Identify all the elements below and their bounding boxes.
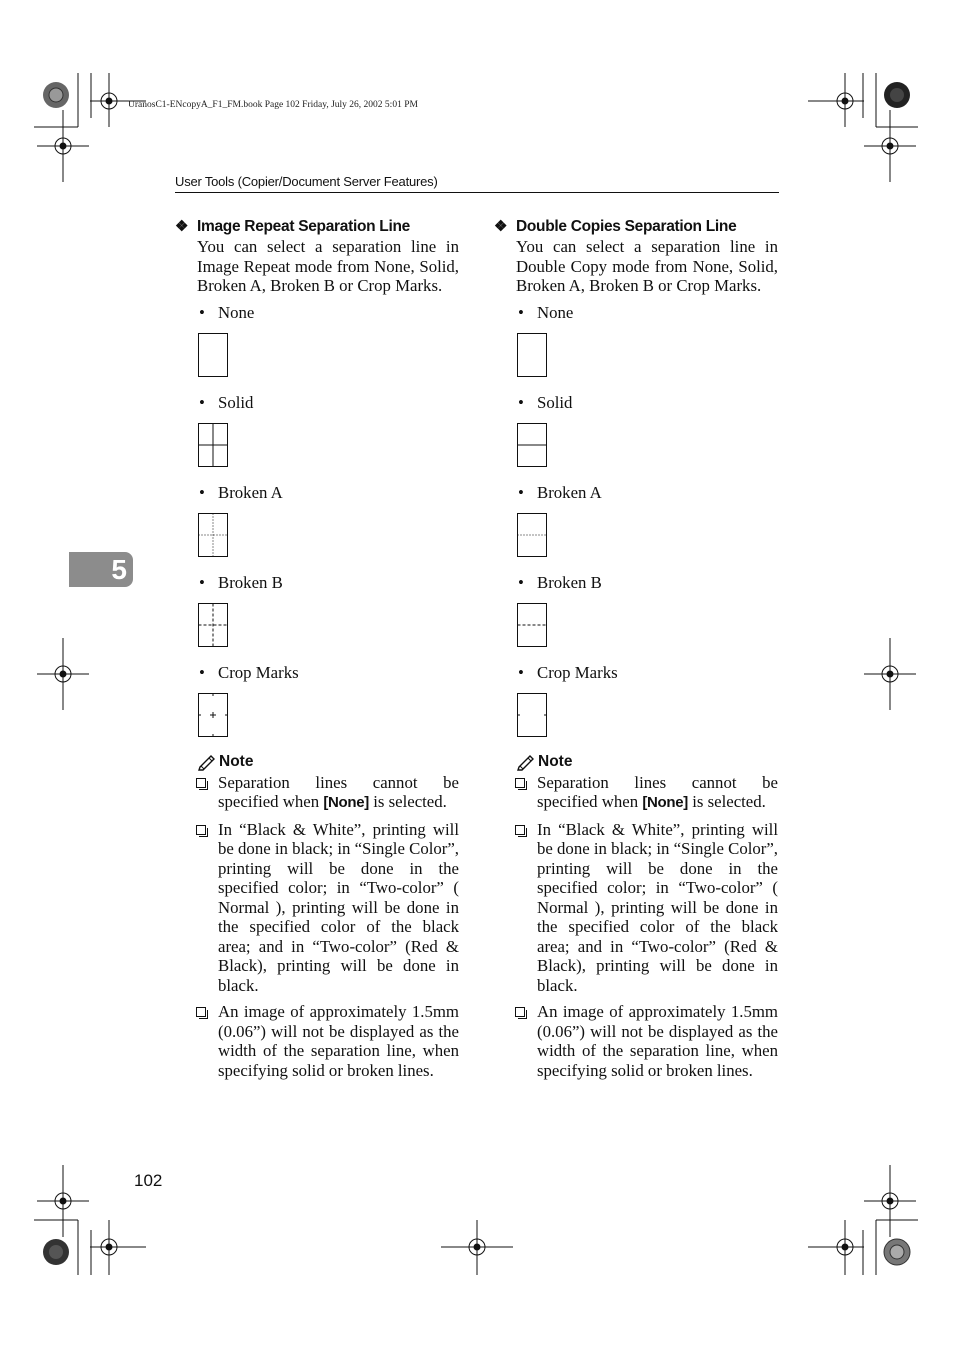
- note-text: An image of approximately 1.5mm (0.06”) will not be displayed as the width of the separation line, when specifying solid or broken lines.: [537, 1002, 778, 1080]
- note-text: Separation lines cannot be specified when: [218, 772, 459, 811]
- note-title: Note: [538, 752, 573, 770]
- checkbox-bullet-icon: [515, 778, 525, 788]
- option-label: None: [218, 302, 255, 322]
- checkbox-bullet-icon: [196, 1007, 206, 1017]
- bullet-icon: •: [199, 392, 205, 412]
- note-heading: [516, 753, 778, 771]
- option-label: Crop Marks: [537, 662, 618, 682]
- note-heading: [197, 753, 459, 771]
- bullet-icon: •: [518, 392, 524, 412]
- note-text: is selected.: [369, 792, 447, 811]
- bullet-icon: •: [518, 662, 524, 682]
- separation-none-icon: [197, 333, 229, 377]
- note-item: [494, 820, 778, 996]
- option-item: [197, 663, 459, 737]
- checkbox-bullet-icon: [515, 825, 525, 835]
- section-title-text: Image Repeat Separation Line: [197, 218, 410, 235]
- option-item: [516, 573, 778, 647]
- separation-broken-a-horizontal-icon: [516, 513, 548, 557]
- bullet-icon: •: [518, 572, 524, 592]
- separation-broken-b-cross-icon: [197, 603, 229, 647]
- chapter-number: 5: [111, 554, 127, 585]
- bullet-icon: •: [518, 302, 524, 322]
- double-copies-section: [494, 217, 778, 1087]
- separation-broken-b-horizontal-icon: [516, 603, 548, 647]
- option-list: [197, 303, 459, 737]
- section-intro: You can select a separation line in Double Copy mode from None, Solid, Broken A, Broken B or Crop Marks.: [516, 237, 778, 295]
- option-item: [516, 663, 778, 737]
- separation-solid-cross-icon: [197, 423, 229, 467]
- separation-crop-marks-horizontal-icon: [516, 693, 548, 737]
- option-label: Broken B: [537, 572, 602, 592]
- note-item: [494, 1002, 778, 1080]
- section-title: [175, 217, 459, 237]
- bullet-icon: •: [518, 482, 524, 502]
- option-item: [516, 483, 778, 557]
- note-list: [494, 773, 778, 1081]
- note-list: [175, 773, 459, 1081]
- none-key-label: [None]: [323, 794, 370, 811]
- option-label: Solid: [218, 392, 254, 412]
- diamond-bullet-icon: ❖: [175, 218, 189, 235]
- option-label: None: [537, 302, 574, 322]
- option-item: [516, 303, 778, 377]
- separation-solid-horizontal-icon: [516, 423, 548, 467]
- pencil-note-icon: [516, 753, 536, 771]
- section-title-text: Double Copies Separation Line: [516, 218, 737, 235]
- checkbox-bullet-icon: [196, 825, 206, 835]
- bullet-icon: •: [199, 482, 205, 502]
- section-title: [494, 217, 778, 237]
- note-text: An image of approximately 1.5mm (0.06”) will not be displayed as the width of the separation line, when specifying solid or broken lines.: [218, 1002, 459, 1080]
- note-text: In “Black & White”, printing will be done in black; in “Single Color”, printing will be done in the specified color; in “Two-color” ( Normal ), printing will be done in the specified color of the black area; and in “Two-color” (Red & Black), printing will be done in black.: [537, 819, 778, 995]
- option-list: [516, 303, 778, 737]
- note-text: is selected.: [688, 792, 766, 811]
- option-item: [516, 393, 778, 467]
- page-number: 102: [134, 1171, 163, 1190]
- header-divider: [175, 192, 779, 193]
- diamond-bullet-icon: ❖: [494, 218, 508, 235]
- file-info-slug: UranosC1-ENcopyA_F1_FM.book Page 102 Friday, July 26, 2002 5:01 PM: [128, 100, 418, 110]
- image-repeat-section: [175, 217, 459, 1087]
- section-intro: You can select a separation line in Image Repeat mode from None, Solid, Broken A, Broken B or Crop Marks.: [197, 237, 459, 295]
- note-item: [494, 773, 778, 813]
- checkbox-bullet-icon: [196, 778, 206, 788]
- note-item: [175, 1002, 459, 1080]
- none-key-label: [None]: [642, 794, 689, 811]
- pencil-note-icon: [197, 753, 217, 771]
- running-head: User Tools (Copier/Document Server Features): [175, 174, 438, 189]
- separation-broken-a-cross-icon: [197, 513, 229, 557]
- option-label: Solid: [537, 392, 573, 412]
- note-text: Separation lines cannot be specified when: [537, 772, 778, 811]
- bullet-icon: •: [199, 662, 205, 682]
- bullet-icon: •: [199, 302, 205, 322]
- chapter-tab: [69, 552, 133, 587]
- option-label: Broken B: [218, 572, 283, 592]
- checkbox-bullet-icon: [515, 1007, 525, 1017]
- bullet-icon: •: [199, 572, 205, 592]
- option-item: [197, 393, 459, 467]
- separation-crop-marks-cross-icon: [197, 693, 229, 737]
- option-label: Crop Marks: [218, 662, 299, 682]
- note-item: [175, 820, 459, 996]
- option-item: [197, 303, 459, 377]
- separation-none-icon: [516, 333, 548, 377]
- option-item: [197, 573, 459, 647]
- note-title: Note: [219, 752, 254, 770]
- note-item: [175, 773, 459, 813]
- option-label: Broken A: [537, 482, 602, 502]
- option-label: Broken A: [218, 482, 283, 502]
- note-text: In “Black & White”, printing will be done in black; in “Single Color”, printing will be done in the specified color; in “Two-color” ( Normal ), printing will be done in the specified color of the black area; and in “Two-color” (Red & Black), printing will be done in black.: [218, 819, 459, 995]
- option-item: [197, 483, 459, 557]
